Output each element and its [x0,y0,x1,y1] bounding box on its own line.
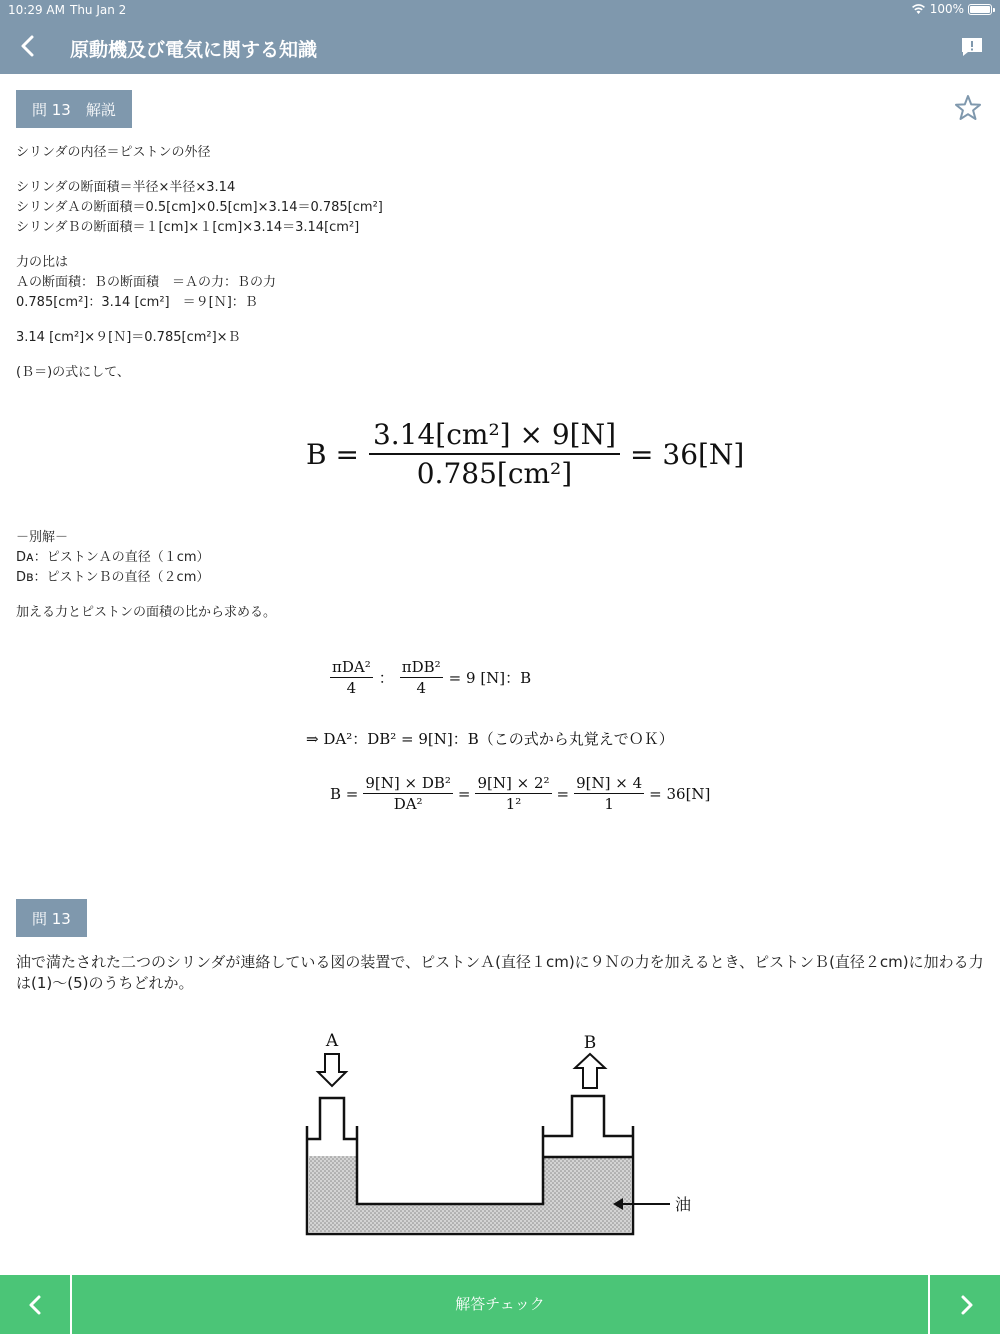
report-icon[interactable] [960,35,984,59]
formula-rhs: = 36[N] [630,437,745,471]
row3-fraction-1 [363,774,453,813]
battery-icon [968,4,992,15]
fraction-b-den: 4 [416,679,426,697]
explanation-line: シリンダの断面積＝半径×半径×3.14 [16,180,236,195]
row3-lhs: B = [330,784,359,803]
alternate-solution-block [16,528,276,623]
content-area[interactable] [0,74,1000,1274]
answer-check-button[interactable]: 解答チェック [455,1295,545,1313]
row3-f3-den: 1 [604,795,614,813]
main-formula [306,418,744,490]
battery-percent: 100% [929,2,964,16]
alt-formula-row3 [330,774,710,813]
back-chevron-icon[interactable] [14,31,44,61]
fraction-b-num: πDB² [401,658,441,676]
nav-bar [0,20,1000,74]
equals-sign: = [556,784,570,803]
hydraulic-diagram [300,1026,700,1246]
chevron-right-icon [954,1293,978,1317]
row3-f1-num: 9[N] × DB² [365,774,451,792]
formula-denominator: 0.785[cm²] [416,457,573,490]
row3-fraction-2 [475,774,551,813]
fraction-a-num: πDA² [332,658,371,676]
prev-button[interactable] [0,1275,72,1334]
question-tag: 問 13 [16,899,87,937]
explanation-line: (Ｂ＝)の式にして、 [16,365,130,380]
page-title: 原動機及び電気に関する知識 [70,39,318,61]
row3-f1-den: DA² [393,795,423,813]
formula-lhs: B = [306,437,359,471]
piston-b [543,1096,633,1136]
alt-line: －別解－ [16,530,69,545]
explanation-line: シリンダの内径＝ピストンの外径 [16,145,211,160]
explanation-line: 力の比は [16,255,69,270]
formula-numerator: 3.14[cm²] × 9[N] [369,418,620,455]
row3-fraction-3 [574,774,644,813]
explanation-line: Ａの断面積：Ｂの断面積 ＝Ａの力：Ｂの力 [16,275,277,290]
row3-f2-num: 9[N] × 2² [477,774,550,792]
alt-note: 加える力とピストンの面積の比から求める。 [16,605,277,620]
status-date: Thu Jan 2 [70,3,127,17]
explanation-line: シリンダＢの断面積＝１[cm]×１[cm]×3.14＝3.14[cm²] [16,220,360,235]
alt-line: Dᴀ：ピストンＡの直径（１cm） [16,550,210,565]
alt-line: Dʙ：ピストンＢの直径（２cm） [16,570,210,585]
status-bar [0,0,1000,20]
chevron-left-icon [24,1293,48,1317]
alt-formula-row2: ⇒ DA²：DB² = 9[N]：B（この式から丸覚えでＯＫ） [306,730,674,748]
row3-rhs: = 36[N] [649,784,711,803]
explanation-line: 0.785[cm²]：3.14 [cm²] ＝９[Ｎ]：Ｂ [16,295,258,310]
explanation-text-block [16,143,383,383]
row1-rhs: = 9 [N]：B [448,669,532,687]
explanation-line: シリンダＡの断面積＝0.5[cm]×0.5[cm]×3.14＝0.785[cm²] [16,200,383,215]
label-oil: 油 [675,1195,692,1214]
wifi-icon [911,3,926,15]
status-time: 10:29 AM [8,3,65,17]
row3-f2-den: 1² [505,795,522,813]
alt-formula-row1 [330,658,531,697]
row3-f3-num: 9[N] × 4 [576,774,643,792]
explanation-tag: 問 13 解説 [16,90,132,128]
equals-sign: = [457,784,471,803]
question-text: 油で満たされた二つのシリンダが連絡している図の装置で、ピストンＡ(直径１cm)に９Ｎの力を加えるとき、ピストンＢ(直径２cm)に加わる力は(1)～(5)のうちどれか。 [16,953,984,992]
label-b: B [583,1033,597,1053]
next-button[interactable] [928,1275,1000,1334]
explanation-line: 3.14 [cm²]×９[Ｎ]＝0.785[cm²]×Ｂ [16,330,241,345]
down-arrow-icon [318,1054,346,1086]
formula-fraction [369,418,620,490]
status-right [911,2,992,16]
bottom-bar [0,1275,1000,1334]
star-icon[interactable] [954,94,982,122]
fraction-b [400,658,443,697]
label-a: A [325,1031,339,1051]
fraction-a-den: 4 [346,679,357,697]
up-arrow-icon [575,1054,605,1088]
ratio-colon: ： [378,669,394,687]
piston-a [307,1098,357,1139]
fraction-a [330,658,373,697]
